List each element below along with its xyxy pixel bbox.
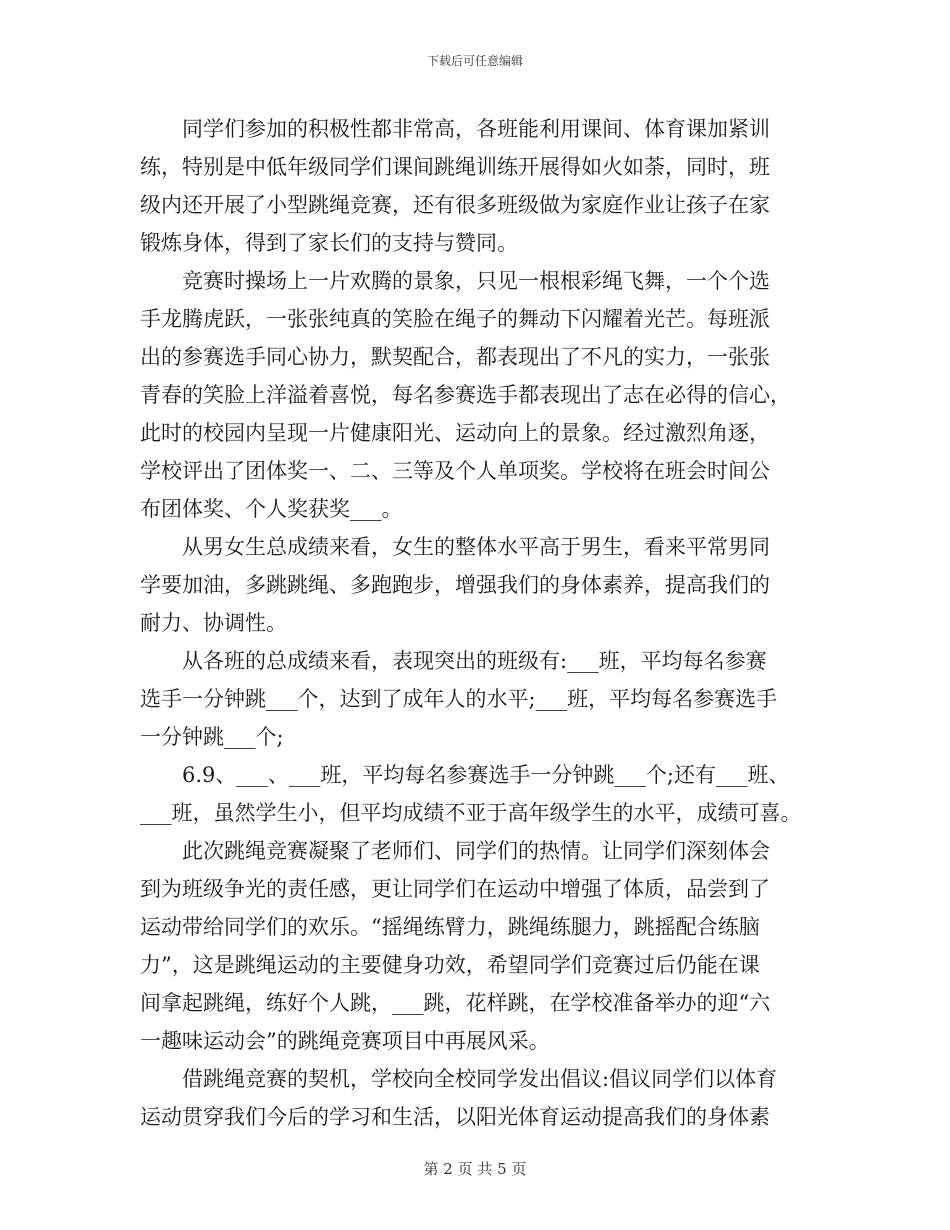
text-line: 竞赛时操场上一片欢腾的景象，只见一根根彩绳飞舞，一个个选 — [140, 269, 770, 293]
page-footer: 第 2 页 共 5 页 — [423, 1160, 527, 1178]
text-line: 一分钟跳___个; — [140, 725, 284, 749]
text-line: 学要加油，多跳跳绳、多跑跑步，增强我们的身体素养，提高我们的 — [140, 573, 770, 597]
text-line: 运动贯穿我们今后的学习和生活，以阳光体育运动提高我们的身体素 — [140, 1105, 770, 1129]
text-line: 同学们参加的积极性都非常高，各班能利用课间、体育课加紧训 — [140, 117, 770, 141]
text-line: 此时的校园内呈现一片健康阳光、运动向上的景象。经过激烈角逐， — [140, 421, 770, 445]
text-line: 耐力、协调性。 — [140, 611, 287, 635]
text-line: 一趣味运动会”的跳绳竞赛项目中再展风采。 — [140, 1029, 550, 1053]
text-line: 运动带给同学们的欢乐。“摇绳练臂力，跳绳练腿力，跳摇配合练脑 — [140, 915, 760, 939]
text-line: 出的参赛选手同心协力，默契配合，都表现出了不凡的实力，一张张 — [140, 345, 770, 369]
text-line: 青春的笑脸上洋溢着喜悦，每名参赛选手都表现出了志在必得的信心， — [140, 383, 791, 407]
text-line: 6.9、___、___班，平均每名参赛选手一分钟跳___个;还有___班、 — [140, 763, 790, 787]
page-header: 下载后可任意编辑 — [426, 54, 523, 68]
text-line: 此次跳绳竞赛凝聚了老师们、同学们的热情。让同学们深刻体会 — [140, 839, 770, 863]
text-line: 力”，这是跳绳运动的主要健身功效，希望同学们竞赛过后仍能在课 — [140, 953, 760, 977]
text-line: 到为班级争光的责任感，更让同学们在运动中增强了体质，品尝到了 — [140, 877, 770, 901]
text-line: 手龙腾虎跃，一张张纯真的笑脸在绳子的舞动下闪耀着光芒。每班派 — [140, 307, 770, 331]
text-line: 从各班的总成绩来看，表现突出的班级有:___班，平均每名参赛 — [140, 649, 767, 673]
text-line: 学校评出了团体奖一、二、三等及个人单项奖。学校将在班会时间公 — [140, 459, 770, 483]
text-line: 练，特别是中低年级同学们课间跳绳训练开展得如火如荼，同时，班 — [140, 155, 770, 179]
text-line: 级内还开展了小型跳绳竞赛，还有很多班级做为家庭作业让孩子在家 — [140, 193, 770, 217]
text-line: 借跳绳竞赛的契机，学校向全校同学发出倡议:倡议同学们以体育 — [140, 1067, 778, 1091]
document-body — [140, 110, 830, 1136]
text-line: 布团体奖、个人奖获奖___。 — [140, 497, 403, 521]
text-line: 锻炼身体，得到了家长们的支持与赞同。 — [140, 231, 518, 255]
text-line: 从男女生总成绩来看，女生的整体水平高于男生，看来平常男同 — [140, 535, 770, 559]
text-line: 间拿起跳绳，练好个人跳，___跳，花样跳，在学校准备举办的迎“六 — [140, 991, 771, 1015]
text-line: 选手一分钟跳___个，达到了成年人的水平;___班，平均每名参赛选手 — [140, 687, 778, 711]
text-line: ___班，虽然学生小，但平均成绩不亚于高年级学生的水平，成绩可喜。 — [140, 801, 802, 825]
